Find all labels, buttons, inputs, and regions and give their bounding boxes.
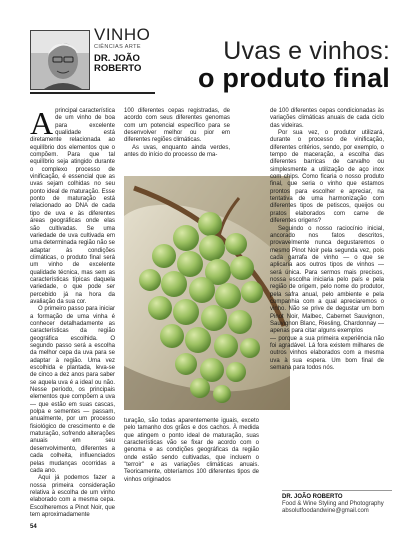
headline	[198, 38, 390, 92]
section-title: VINHO	[94, 25, 151, 44]
drop-cap: A	[30, 105, 54, 141]
author-photo-image	[31, 31, 90, 90]
header-rule	[30, 92, 155, 94]
paragraph-4: 100 diferentes cepas registradas, de acordo com seus diferentes genomas com um potencial específico para se desenvolver melhor ou pior em diferentes regiões climáticas.	[124, 108, 230, 144]
article-header	[30, 26, 390, 96]
paragraph-1	[30, 105, 115, 306]
paragraph-8: Por sua vez, o produtor utilizará, durante o processo de vinificação, diferentes critérios, sendo, por exemplo, o tempo de maceração, a escolha das diferentes barricas de carvalho ou simplesmente a utilização de aço inox com chips. Como ficaria o nosso produto final, que seria o vinho que estamos prontos para escolher e apreciar, na tentativa de uma harmonização com diferentes tipos de petiscos, queijos ou pratos elaborados com carne de diferentes origens?	[270, 130, 384, 225]
section-subtitle: CIÊNCIAS ARTE	[94, 44, 141, 50]
paragraph-10: — porque a sua primeira experiência não foi agradável. Lá fora existem milhares de outros vinhos elaborados com a mesma uva à sua espera. Um bom final de semana para todos nós.	[270, 335, 384, 372]
author-tag	[94, 54, 174, 74]
section-label	[94, 26, 174, 74]
article-column-2-top	[124, 108, 230, 159]
byline-name: DR. JOÃO ROBERTO	[282, 494, 343, 500]
headline-line1: Uvas e vinhos:	[223, 37, 390, 65]
grape-cluster-image	[124, 176, 290, 410]
paragraph-6: turação, são todas aparentemente iguais, exceto pelo tamanho dos grãos e dos cachos. À medida que atingem o ponto ideal de maturação, suas características vão se fixar de acordo com o genoma e as condições geográficas da região onde estão sendo cultivadas, que incluem o "terroir" e as variações climáticas anuais. Teoricamente, obteríamos 100 diferentes tipos de vinhos originados	[124, 418, 259, 483]
paragraph-9: Seguindo o nosso raciocínio inicial, ancorado nos fatos descritos, provavelmente nunca degustaremos o mesmo Pinot Noir pela segunda vez, pois cada garrafa de vinho — o que se aplicaria aos outros tipos de vinhos — será única. Para sermos mais precisos, nossa escolha iniciaria pelo país e pela região de origem, pelo nome do produtor, pela safra anual, pelo ambiente e pela companhia com a qual apreciaremos o vinho. Não se prive de degustar um bom Pinot Noir, Malbec, Cabernet Sauvignon, Sauvignon Blanc, Riesling, Chardonnay — apenas para citar alguns exemplos	[270, 225, 384, 335]
page-number: 54	[30, 524, 37, 530]
author-tag-line1: DR. JOÃO	[94, 53, 140, 64]
byline	[282, 490, 392, 515]
author-photo	[30, 30, 90, 90]
headline-line2: o produto final	[198, 63, 390, 93]
paragraph-5: As uvas, enquanto ainda verdes, antes do início do processo de ma-	[124, 144, 230, 159]
paragraph-3: Aqui já podemos fazer a nossa primeira consideração relativa à escolha de um vinho elaborado com a mesma cepa. Escolheremos a Pinot Noir, que tem aproximadamente	[30, 475, 115, 518]
article-column-2-bottom	[124, 418, 259, 484]
article-column-3	[270, 108, 384, 372]
paragraph-2: O primeiro passo para iniciar a formação de uma vinha é conhecer detalhadamente as características da região geográfica escolhida. O segundo passo será a escolha da melhor cepa da uva para se adaptar à região. Uma vez escolhida e plantada, leva-se de cinco a dez anos para saber se aquela uva é a ideal ou não. Nesse período, os principais elementos que compõem a uva — que estão em suas cascas, polpa e sementes — passam, anualmente, por um processo fisiológico de crescimento e de maturação, sofrendo alterações anuais em seu desenvolvimento, diferentes a cada colheita, influenciados pelas mudanças ocorridas a cada ano.	[30, 306, 115, 474]
author-tag-line2: ROBERTO	[94, 63, 142, 74]
grapes-photo	[124, 176, 290, 410]
paragraph-7: de 100 diferentes cepas condicionadas às variações climáticas anuais de cada ciclo das videiras.	[270, 108, 384, 129]
byline-role: Food & Wine Styling and Photography	[282, 501, 384, 507]
paragraph-1-text: principal característica de um vinho de boa para excelente qualidade está diretamente relacionada ao equilíbrio dos elementos que o compõem. Para que tal equilíbrio seja atingido durante o complexo processo de vinificação, é essencial que as uvas sejam colhidas no seu ponto ideal de maturação. Esse ponto de maturação está relacionado ao DNA de cada tipo de uva e às diferentes áreas geográficas onde elas são cultivadas. Se uma variedade de uva cultivada em uma determinada região não se adaptar às condições climáticas, o produto final será um vinho de excelente qualidade técnica, mas sem as características típicas daquela variedade, o que pode ser percebido já na hora da avaliação da sua cor.	[30, 108, 115, 305]
byline-email: absolutfoodandwine@gmail.com	[282, 508, 369, 514]
article-column-1	[30, 105, 115, 519]
